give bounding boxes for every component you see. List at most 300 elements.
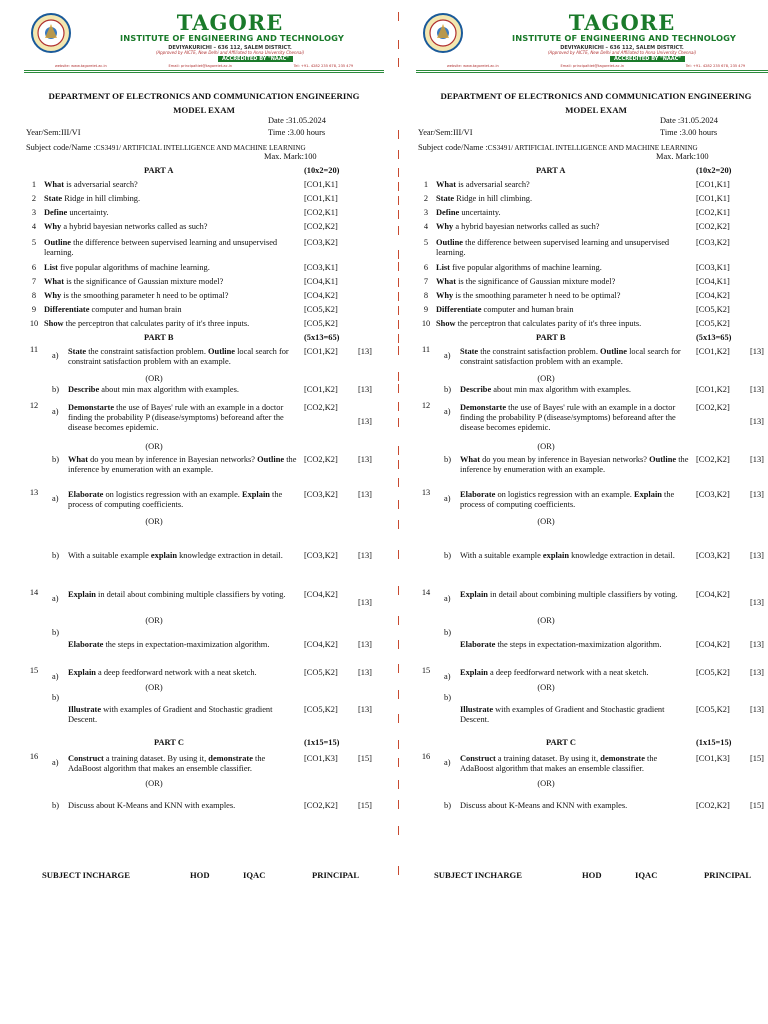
- institution-header: [24, 8, 384, 70]
- question-number: 4: [31, 222, 37, 231]
- part-b-title: PART B: [536, 333, 566, 342]
- question-text: the AdaBoost algorithm that makes an ensemble classifier.: [460, 754, 658, 774]
- signature-hod: HOD: [582, 870, 602, 880]
- sub-label: a): [444, 758, 451, 767]
- question-keyword: Show: [436, 319, 456, 328]
- sub-label: a): [52, 758, 59, 767]
- divider-tick: [398, 12, 399, 21]
- signature-iqac: IQAC: [243, 870, 266, 880]
- question-keyword: Why: [44, 222, 62, 231]
- max-mark: Max. Mark:100: [264, 152, 317, 161]
- question-text: [436, 208, 688, 218]
- question-text: local search for constraint satisfaction problem with an example.: [460, 347, 681, 367]
- co-level: [CO4,K2]: [696, 640, 730, 649]
- marks: [13]: [750, 705, 764, 714]
- part-b-marks: (5x13=65): [696, 333, 732, 342]
- question-text: a hybrid bayesian networks called as such?: [61, 222, 208, 231]
- or-separator: (OR): [145, 517, 163, 526]
- part-b-marks: (5x13=65): [304, 333, 340, 342]
- divider-tick: [398, 182, 399, 191]
- question-text: Ridge in hill climbing.: [62, 194, 141, 203]
- divider-tick: [398, 372, 399, 381]
- divider-tick: [398, 460, 399, 469]
- or-separator: (OR): [145, 779, 163, 788]
- divider-tick: [398, 250, 399, 259]
- divider-tick: [398, 616, 399, 625]
- question-keyword: explain: [150, 551, 177, 560]
- question-text: [68, 640, 298, 650]
- divider-tick: [398, 40, 399, 49]
- question-keyword: What: [436, 180, 457, 189]
- divider-tick: [398, 664, 399, 673]
- exam-title: MODEL EXAM: [173, 105, 235, 115]
- co-level: [CO5,K2]: [304, 705, 338, 714]
- header-rule-thin: [24, 72, 384, 73]
- co-level: [CO3,K2]: [304, 551, 338, 560]
- marks: [13]: [358, 490, 372, 499]
- sub-label: a): [444, 351, 451, 360]
- question-text: [460, 551, 690, 561]
- subject-label: Subject code/Name :: [26, 143, 96, 152]
- question-number: 3: [31, 208, 37, 217]
- contact-line: [24, 64, 384, 68]
- question-keyword: State: [460, 347, 479, 356]
- marks: [13]: [358, 551, 372, 560]
- question-text: [68, 403, 298, 433]
- question-keyword: Construct: [460, 754, 496, 763]
- co-level: [CO1,K1]: [304, 180, 338, 189]
- or-separator: (OR): [537, 374, 555, 383]
- sub-label: a): [444, 407, 451, 416]
- divider-tick: [398, 520, 399, 529]
- question-text: [460, 403, 690, 433]
- divider-tick: [398, 826, 399, 835]
- subject-name: CS3491/ ARTIFICIAL INTELLIGENCE AND MACHINE LEARNING: [487, 144, 698, 152]
- question-number: 10: [421, 319, 431, 328]
- divider-tick: [398, 866, 399, 875]
- question-keyword: Outline: [649, 455, 677, 464]
- question-text: [68, 801, 298, 811]
- question-text: a deep feedforward network with a neat sketch.: [487, 668, 649, 677]
- marks: [15]: [750, 801, 764, 810]
- question-keyword: Show: [44, 319, 64, 328]
- divider-tick: [398, 346, 399, 355]
- marks: [13]: [750, 417, 764, 426]
- question-keyword: Describe: [460, 385, 492, 394]
- question-text: the use of Bayes' rule with an example in a doctor finding the probability P (disease/symptoms) beforeand after the disease becomes epidemic.: [460, 403, 676, 433]
- question-text: the constraint satisfaction problem.: [86, 347, 209, 356]
- question-keyword: Explain: [68, 668, 96, 677]
- co-level: [CO2,K2]: [696, 403, 730, 412]
- marks: [13]: [750, 385, 764, 394]
- question-keyword: Explain: [242, 490, 270, 499]
- question-number: 1: [31, 180, 37, 189]
- question-text: on logistics regression with an example.: [103, 490, 242, 499]
- question-text: the use of Bayes' rule with an example in a doctor finding the probability P (disease/symptoms) beforeand after the disease becomes epidemic.: [68, 403, 284, 433]
- question-number: 5: [31, 238, 37, 247]
- question-text: [436, 291, 688, 301]
- question-text: Discuss about K-Means and KNN with examples.: [68, 801, 236, 810]
- signature-hod: HOD: [190, 870, 210, 880]
- phone-text: Tel: +91- 4282 235 678, 235 479: [685, 64, 746, 68]
- marks: [13]: [358, 598, 372, 607]
- question-keyword: Demonstarte: [460, 403, 507, 412]
- divider-tick: [398, 402, 399, 411]
- question-keyword: Outline: [208, 347, 236, 356]
- question-keyword: demonstrate: [208, 754, 253, 763]
- question-number: 8: [423, 291, 429, 300]
- co-level: [CO2,K2]: [696, 801, 730, 810]
- sub-label: a): [52, 407, 59, 416]
- question-text: a training dataset. By using it,: [103, 754, 209, 763]
- question-text: the process of computing coefficients.: [68, 490, 283, 510]
- divider-tick: [398, 478, 399, 487]
- question-text: the constraint satisfaction problem.: [478, 347, 601, 356]
- subject-name: CS3491/ ARTIFICIAL INTELLIGENCE AND MACHINE LEARNING: [95, 144, 306, 152]
- question-text: the perceptron that calculates parity of it's three inputs.: [455, 319, 642, 328]
- divider-tick: [398, 550, 399, 559]
- signature-subject-incharge: SUBJECT INCHARGE: [42, 870, 130, 880]
- co-level: [CO5,K2]: [696, 305, 730, 314]
- email-text: Email: principaltiet@tagoreiet.ac.in: [168, 64, 232, 68]
- co-level: [CO4,K1]: [696, 277, 730, 286]
- divider-tick: [398, 384, 399, 393]
- exam-page-left: [24, 8, 384, 1008]
- question-text: five popular algorithms of machine learning.: [449, 263, 602, 272]
- divider-tick: [398, 780, 399, 789]
- year-sem: Year/Sem:III/VI: [26, 128, 81, 137]
- sub-label: a): [444, 494, 451, 503]
- marks: [13]: [750, 455, 764, 464]
- sub-label: b): [52, 455, 59, 464]
- question-keyword: Outline: [257, 455, 285, 464]
- signature-principal: PRINCIPAL: [704, 870, 752, 880]
- question-text: the inference by enumeration with an example.: [68, 455, 297, 475]
- co-level: [CO2,K2]: [304, 403, 338, 412]
- part-a-title: PART A: [144, 166, 174, 175]
- question-text: knowledge extraction in detail.: [568, 551, 675, 560]
- divider-tick: [398, 800, 399, 809]
- question-text: is the smoothing parameter h need to be optimal?: [453, 291, 621, 300]
- question-number: 6: [423, 263, 429, 272]
- question-text: the inference by enumeration with an example.: [460, 455, 689, 475]
- question-text: With a suitable example: [68, 551, 151, 560]
- co-level: [CO4,K2]: [696, 291, 730, 300]
- question-text: [460, 590, 690, 600]
- website-text: website: www.tagoreiet.ac.in: [54, 64, 107, 68]
- question-keyword: Illustrate: [68, 705, 102, 714]
- divider-tick: [398, 758, 399, 767]
- co-level: [CO3,K1]: [696, 263, 730, 272]
- question-keyword: Elaborate: [460, 640, 496, 649]
- divider-tick: [398, 714, 399, 723]
- question-number: 4: [423, 222, 429, 231]
- question-text: in detail about combining multiple classifiers by voting.: [95, 590, 286, 599]
- marks: [13]: [358, 668, 372, 677]
- co-level: [CO1,K2]: [304, 385, 338, 394]
- question-text: [436, 319, 688, 329]
- divider-tick: [398, 150, 399, 159]
- question-text: [436, 305, 688, 315]
- question-keyword: Elaborate: [460, 490, 496, 499]
- divider-tick: [398, 210, 399, 219]
- max-mark: Max. Mark:100: [656, 152, 709, 161]
- co-level: [CO2,K2]: [696, 455, 730, 464]
- exam-page-right: [416, 8, 768, 1008]
- divider-tick: [398, 58, 399, 67]
- question-keyword: List: [436, 263, 450, 272]
- divider-tick: [398, 446, 399, 455]
- institution-approval: (Approved by AICTE, New Delhi and Affiliated to Anna University Chennai): [547, 50, 697, 55]
- question-text: the AdaBoost algorithm that makes an ensemble classifier.: [68, 754, 266, 774]
- question-keyword: Outline: [600, 347, 628, 356]
- exam-title: MODEL EXAM: [565, 105, 627, 115]
- or-separator: (OR): [145, 374, 163, 383]
- question-text: [68, 590, 298, 600]
- part-c-title: PART C: [154, 738, 184, 747]
- institution-header: [416, 8, 768, 70]
- question-text: is adversarial search?: [64, 180, 138, 189]
- header-rule: [24, 70, 384, 71]
- or-separator: (OR): [537, 683, 555, 692]
- question-text: in detail about combining multiple classifiers by voting.: [487, 590, 678, 599]
- question-number: 3: [423, 208, 429, 217]
- co-level: [CO3,K2]: [696, 238, 730, 247]
- question-text: [68, 455, 298, 475]
- question-keyword: Outline: [436, 238, 463, 247]
- sub-label: b): [52, 551, 59, 560]
- question-keyword: Why: [44, 291, 62, 300]
- question-keyword: Why: [436, 291, 454, 300]
- co-level: [CO2,K2]: [304, 222, 338, 231]
- sub-label: a): [52, 494, 59, 503]
- sub-label: a): [444, 672, 451, 681]
- question-text: [436, 238, 688, 258]
- question-number: 16: [29, 752, 39, 761]
- question-text: [44, 291, 296, 301]
- question-number: 11: [421, 345, 431, 354]
- marks: [13]: [358, 705, 372, 714]
- question-keyword: Demonstarte: [68, 403, 115, 412]
- question-text: [460, 385, 690, 395]
- question-text: [44, 180, 296, 190]
- marks: [13]: [750, 640, 764, 649]
- question-text: [44, 222, 296, 232]
- question-text: [460, 490, 690, 510]
- question-number: 8: [31, 291, 37, 300]
- divider-tick: [398, 690, 399, 699]
- question-text: do you mean by inference in Bayesian networks?: [480, 455, 650, 464]
- institution-address: DEVIYAKURICHI – 636 112, SALEM DISTRICT.: [168, 45, 292, 51]
- sub-label: a): [52, 672, 59, 681]
- question-text: Discuss about K-Means and KNN with examples.: [460, 801, 628, 810]
- signature-principal: PRINCIPAL: [312, 870, 360, 880]
- question-text: knowledge extraction in detail.: [176, 551, 283, 560]
- website-text: website: www.tagoreiet.ac.in: [446, 64, 499, 68]
- question-text: the difference between supervised learning and unsupervised learning.: [436, 238, 670, 258]
- sub-label: b): [52, 385, 59, 394]
- co-level: [CO5,K2]: [696, 668, 730, 677]
- marks: [13]: [750, 668, 764, 677]
- question-text: [44, 277, 296, 287]
- question-keyword: Elaborate: [68, 640, 104, 649]
- exam-time: Time :3.00 hours: [660, 128, 718, 137]
- question-number: 16: [421, 752, 431, 761]
- question-text: the steps in expectation-maximization algorithm.: [495, 640, 662, 649]
- question-number: 11: [29, 345, 39, 354]
- exam-time: Time :3.00 hours: [268, 128, 326, 137]
- email-text: Email: principaltiet@tagoreiet.ac.in: [560, 64, 624, 68]
- sub-label: b): [444, 551, 451, 560]
- phone-text: Tel: +91- 4282 235 678, 235 479: [293, 64, 354, 68]
- question-text: [68, 347, 298, 367]
- question-text: [68, 754, 298, 774]
- divider-tick: [398, 168, 399, 177]
- contact-line: [416, 64, 768, 68]
- question-keyword: Define: [44, 208, 68, 217]
- question-text: [44, 238, 296, 258]
- divider-tick: [398, 292, 399, 301]
- institution-name: TAGORE: [568, 10, 676, 35]
- question-keyword: Differentiate: [436, 305, 482, 314]
- question-keyword: Explain: [634, 490, 662, 499]
- marks: [13]: [750, 551, 764, 560]
- divider-tick: [398, 640, 399, 649]
- institution-subtitle: INSTITUTE OF ENGINEERING AND TECHNOLOGY: [120, 33, 344, 43]
- question-number: 13: [421, 488, 431, 497]
- question-text: uncertainty.: [459, 208, 501, 217]
- exam-date: Date :31.05.2024: [660, 116, 718, 125]
- co-level: [CO1,K2]: [304, 347, 338, 356]
- question-text: a hybrid bayesian networks called as such?: [453, 222, 600, 231]
- question-text: do you mean by inference in Bayesian networks?: [88, 455, 258, 464]
- department-title: DEPARTMENT OF ELECTRONICS AND COMMUNICATION ENGINEERING: [440, 91, 752, 101]
- question-keyword: What: [436, 277, 457, 286]
- co-level: [CO5,K2]: [304, 319, 338, 328]
- co-level: [CO2,K2]: [696, 222, 730, 231]
- co-level: [CO1,K3]: [696, 754, 730, 763]
- question-keyword: Differentiate: [44, 305, 90, 314]
- question-keyword: Construct: [68, 754, 104, 763]
- co-level: [CO3,K2]: [304, 490, 338, 499]
- question-text: a deep feedforward network with a neat sketch.: [95, 668, 257, 677]
- divider-tick: [398, 196, 399, 205]
- co-level: [CO4,K1]: [304, 277, 338, 286]
- question-keyword: State: [436, 194, 455, 203]
- institution-subtitle: INSTITUTE OF ENGINEERING AND TECHNOLOGY: [512, 33, 736, 43]
- question-text: [436, 180, 688, 190]
- question-text: [436, 222, 688, 232]
- question-text: [436, 277, 688, 287]
- header-rule: [416, 70, 768, 71]
- question-text: with examples of Gradient and Stochastic gradient Descent.: [460, 705, 665, 725]
- year-sem: Year/Sem:III/VI: [418, 128, 473, 137]
- or-separator: (OR): [537, 616, 555, 625]
- question-number: 10: [29, 319, 39, 328]
- sub-label: b): [444, 693, 451, 702]
- institution-approval: (Approved by AICTE, New Delhi and Affiliated to Anna University Chennai): [155, 50, 305, 55]
- question-keyword: Illustrate: [460, 705, 494, 714]
- question-text: [68, 705, 298, 725]
- question-text: [44, 263, 296, 273]
- divider-tick: [398, 320, 399, 329]
- part-a-marks: (10x2=20): [304, 166, 340, 175]
- question-text: [460, 705, 690, 725]
- co-level: [CO5,K2]: [304, 305, 338, 314]
- co-level: [CO1,K1]: [696, 194, 730, 203]
- question-number: 2: [423, 194, 429, 203]
- question-text: uncertainty.: [67, 208, 109, 217]
- question-text: is the significance of Gaussian mixture model?: [64, 277, 224, 286]
- sub-label: b): [52, 801, 59, 810]
- part-a-marks: (10x2=20): [696, 166, 732, 175]
- center-divider: [397, 0, 401, 1024]
- sub-label: b): [444, 628, 451, 637]
- question-number: 6: [31, 263, 37, 272]
- or-separator: (OR): [145, 616, 163, 625]
- divider-tick: [398, 306, 399, 315]
- sub-label: b): [444, 801, 451, 810]
- sub-label: b): [444, 455, 451, 464]
- question-keyword: What: [44, 277, 65, 286]
- question-text: [460, 455, 690, 475]
- question-keyword: Why: [436, 222, 454, 231]
- marks: [13]: [358, 455, 372, 464]
- question-keyword: explain: [542, 551, 569, 560]
- or-separator: (OR): [537, 517, 555, 526]
- question-keyword: Elaborate: [68, 490, 104, 499]
- header-rule-thin: [416, 72, 768, 73]
- question-keyword: Explain: [460, 668, 488, 677]
- question-number: 15: [421, 666, 431, 675]
- question-text: [460, 668, 690, 678]
- sub-label: a): [52, 594, 59, 603]
- question-number: 2: [31, 194, 37, 203]
- or-separator: (OR): [145, 683, 163, 692]
- question-keyword: What: [68, 455, 89, 464]
- question-text: is adversarial search?: [456, 180, 530, 189]
- exam-date: Date :31.05.2024: [268, 116, 326, 125]
- divider-tick: [398, 262, 399, 271]
- question-text: [44, 305, 296, 315]
- naac-badge: ACCREDITED BY "NAAC": [610, 56, 685, 62]
- question-text: with examples of Gradient and Stochastic gradient Descent.: [68, 705, 273, 725]
- or-separator: (OR): [145, 442, 163, 451]
- institution-address: DEVIYAKURICHI – 636 112, SALEM DISTRICT.: [560, 45, 684, 51]
- question-keyword: List: [44, 263, 58, 272]
- co-level: [CO2,K1]: [696, 208, 730, 217]
- marks: [15]: [750, 754, 764, 763]
- question-text: [436, 194, 688, 204]
- marks: [15]: [358, 801, 372, 810]
- co-level: [CO1,K2]: [696, 385, 730, 394]
- question-number: 7: [423, 277, 429, 286]
- question-keyword: Explain: [460, 590, 488, 599]
- divider-tick: [398, 500, 399, 509]
- question-text: five popular algorithms of machine learning.: [57, 263, 210, 272]
- co-level: [CO3,K2]: [696, 551, 730, 560]
- co-level: [CO2,K2]: [304, 801, 338, 810]
- question-text: the steps in expectation-maximization algorithm.: [103, 640, 270, 649]
- co-level: [CO3,K2]: [304, 238, 338, 247]
- co-level: [CO5,K2]: [304, 668, 338, 677]
- question-keyword: Explain: [68, 590, 96, 599]
- question-text: [68, 490, 298, 510]
- co-level: [CO1,K1]: [304, 194, 338, 203]
- marks: [13]: [358, 385, 372, 394]
- question-text: [44, 319, 296, 329]
- sub-label: b): [52, 693, 59, 702]
